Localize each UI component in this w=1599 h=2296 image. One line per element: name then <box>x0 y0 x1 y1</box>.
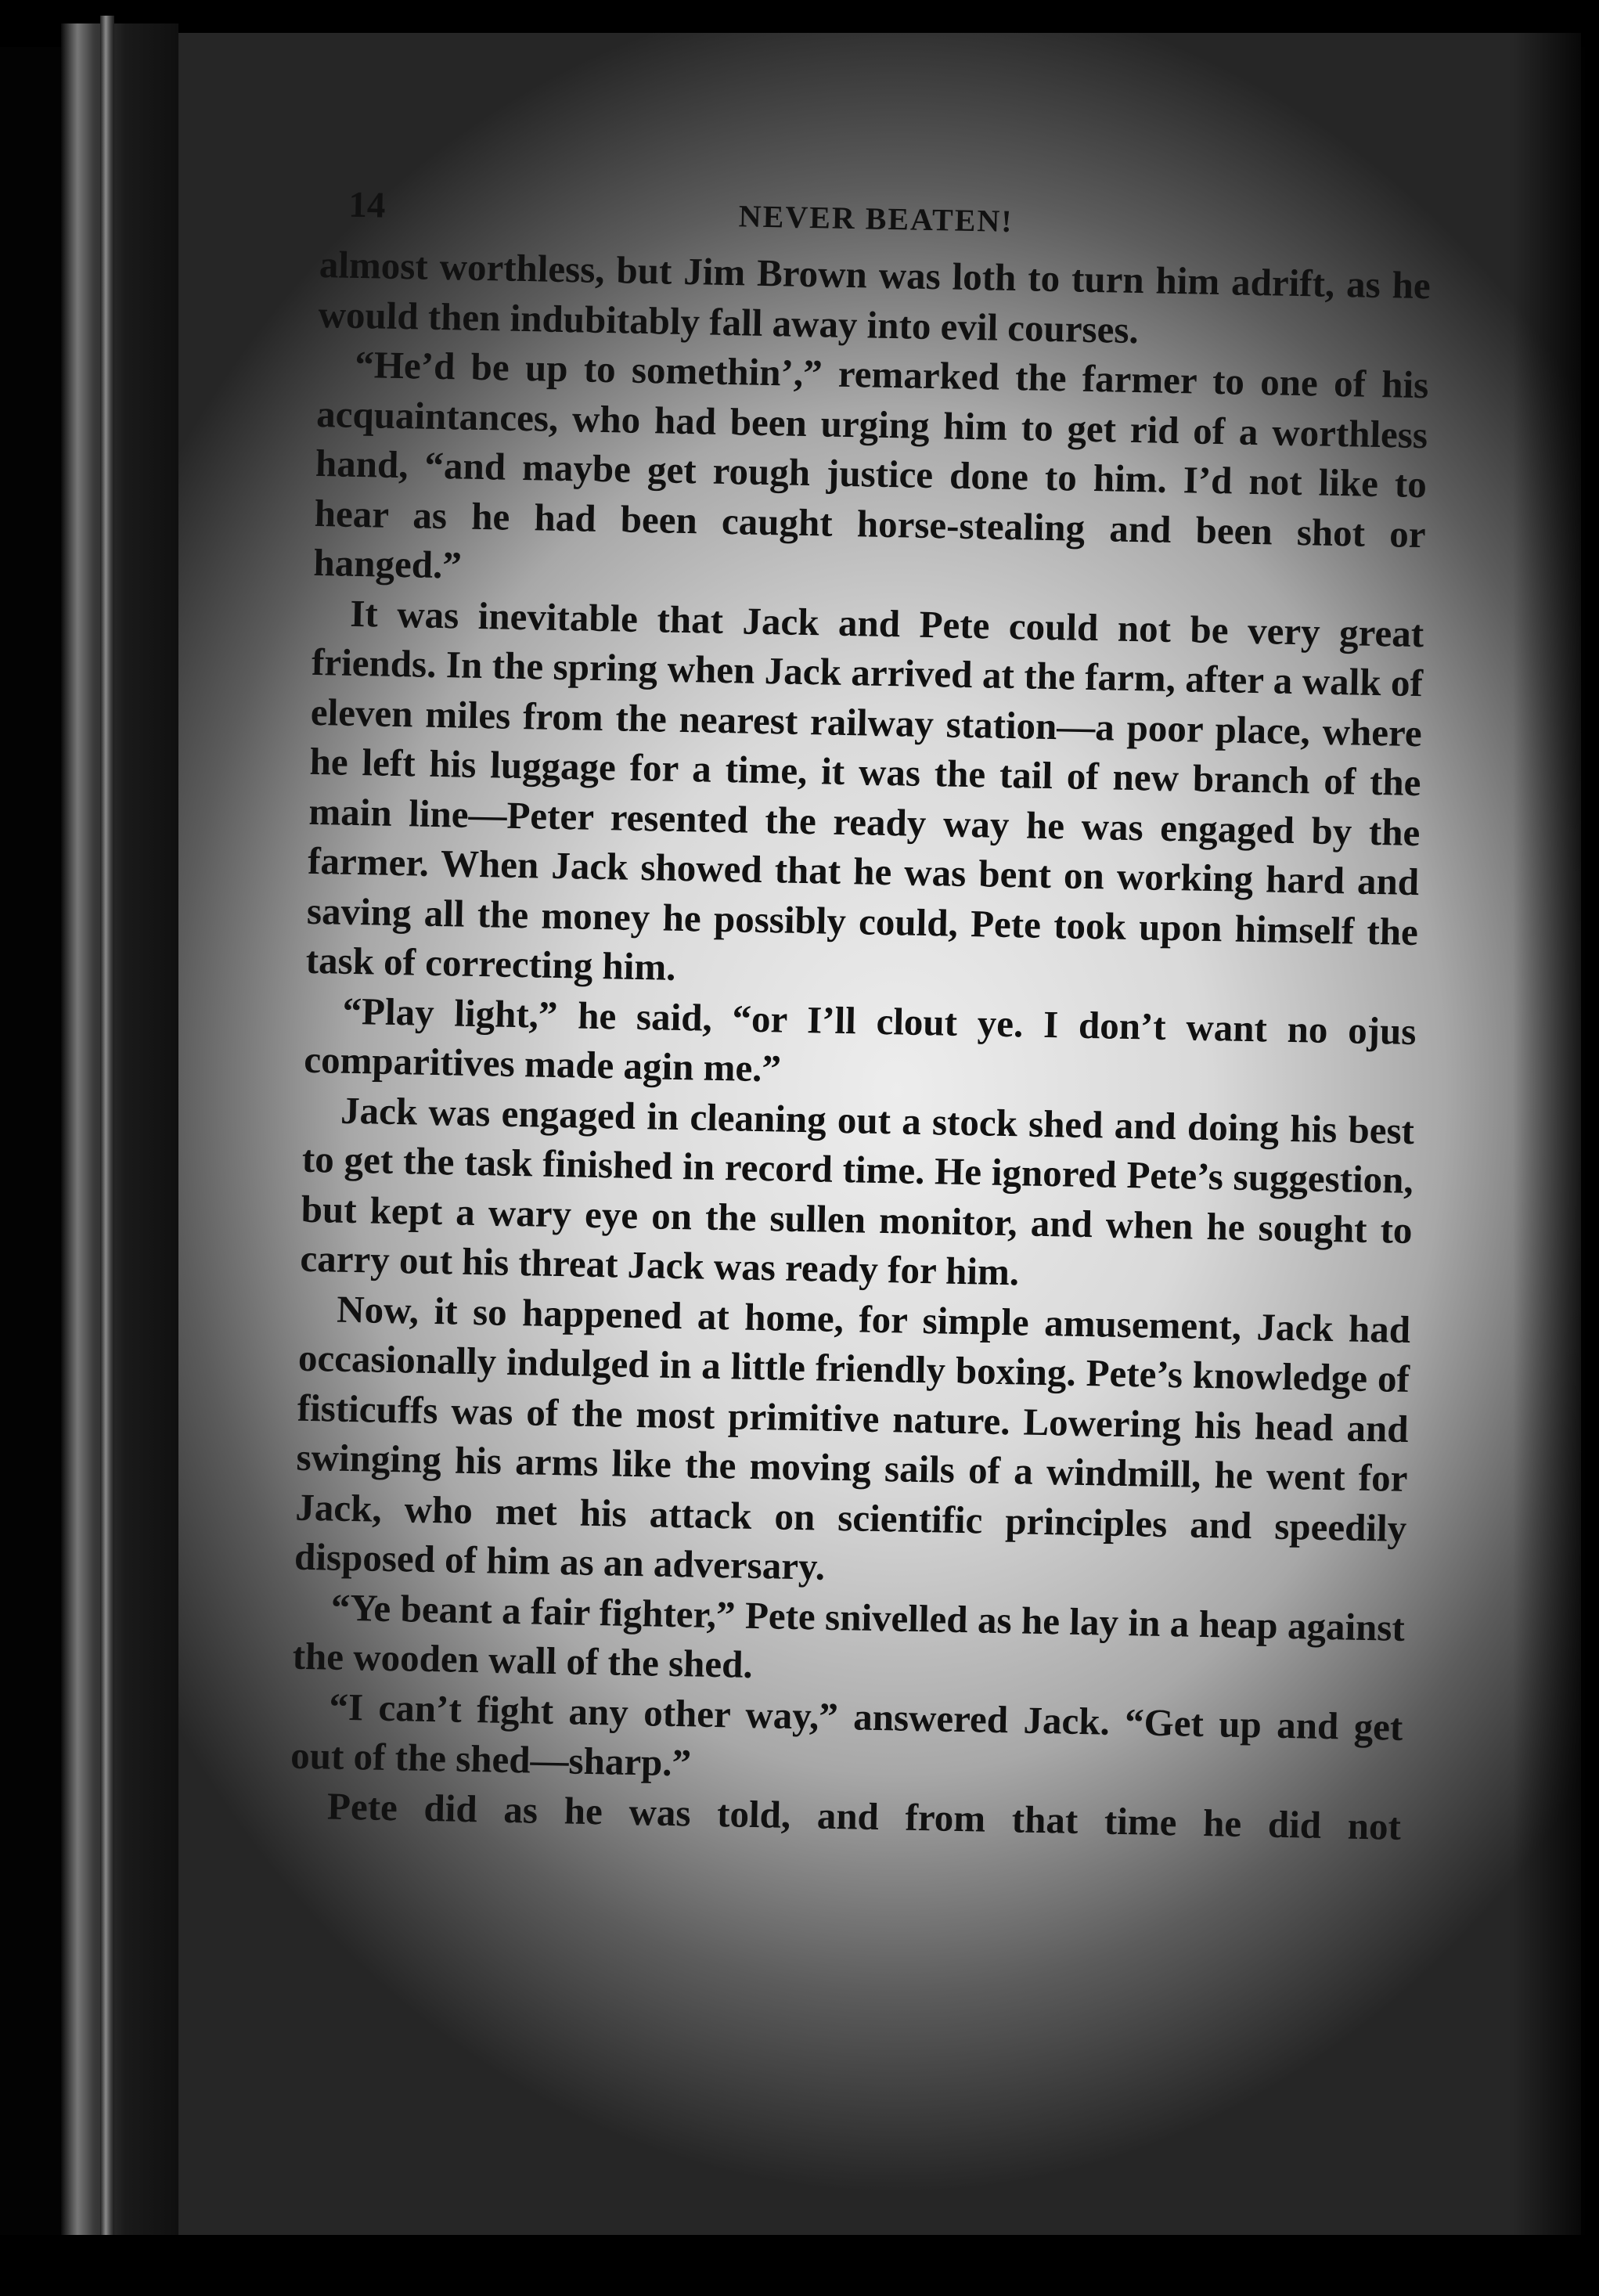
text-block <box>290 180 1432 1851</box>
paragraph: “Ye beant a fair fighter,” Pete snivelled as he lay in a heap against the wooden wall of the shed. <box>292 1585 1406 1686</box>
paragraph: Pete did as he was told, and from that time he did not <box>326 1784 1402 1848</box>
paragraph: “I can’t fight any other way,” answered Jack. “Get up and get out of the shed—sharp.” <box>290 1685 1403 1785</box>
paragraph: “Play light,” he said, “or I’ll clout ye. I don’t want no ojus comparitives made agin me.” <box>303 989 1417 1090</box>
paragraph: Now, it so happened at home, for simple amusement, Jack had occasionally indulged in a little friendly boxing. Pete’s knowledge of fisticuffs was of the most primitive nature. Lowering his head and swinging his arms like the moving sails of a windmill, he went for Jack, who met his attack on scientific principles and speedily disposed of him as an adversary. <box>294 1287 1411 1588</box>
right-page-shadow <box>1513 33 1599 2237</box>
page-number: 14 <box>348 184 386 226</box>
running-title: NEVER BEATEN! <box>738 198 1014 239</box>
paragraph: almost worthless, but Jim Brown was loth to turn him adrift, as he would then indubitably fall away into evil courses. <box>318 242 1432 351</box>
paragraph: Jack was engaged in cleaning out a stock shed and doing his best to get the task finished in record time. He ignored Pete’s suggestion, but kept a wary eye on the sullen monitor, and when he sought to carry out his threat Jack was ready for him. <box>300 1088 1415 1294</box>
bottom-border <box>0 2235 1599 2296</box>
book-spine <box>61 23 178 2239</box>
paragraph: “He’d be up to somethin’,” remarked the farmer to one of his acquaintances, who had been urging him to get rid of a worthless hand, “and maybe get rough justice done to him. I’d not like to hear as he had been caught horse-stealing and been shot or hanged.” <box>313 342 1429 587</box>
spine-edge <box>100 16 114 2247</box>
paragraph: It was inevitable that Jack and Pete could not be very great friends. In the spring when Jack arrived at the farm, after a walk of eleven miles from the nearest railway station—a poor place, where he left his luggage for a time, it was the tail of new branch of the main line—Peter resented the ready way he was engaged by the farmer. When Jack showed that he was bent on working hard and saving all the money he possibly could, Pete took upon himself the task of correcting him. <box>305 591 1424 989</box>
